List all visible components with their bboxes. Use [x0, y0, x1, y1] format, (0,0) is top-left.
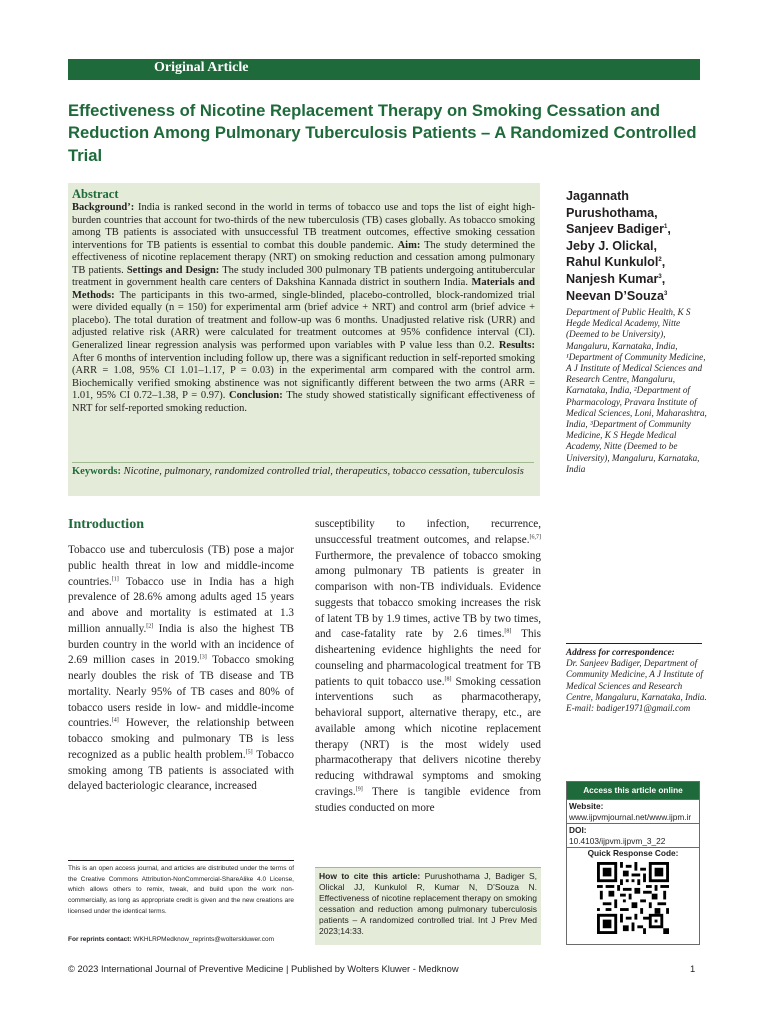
abstract-box [68, 183, 540, 496]
abstract-background: India is ranked second in the world in terms of tobacco use and tops the list of eight high-burden countries that account for two-thirds of the new tuberculosis (TB) cases globally. As tobacco smoking among TB patients is associated with unsuccessful TB treatment outcomes, effective smoking cessation interventions for TB patients is essential to combat this double pandemic. [72, 202, 535, 251]
abstract-settings-label: Settings and Design: [126, 264, 220, 276]
abstract-methods-label: Materials and Methods: [72, 277, 536, 301]
reprints-email[interactable]: WKHLRPMedknow_reprints@wolterskluwer.com [133, 936, 274, 943]
correspondence [566, 647, 708, 714]
access-heading: Access this article online [567, 782, 699, 799]
correspondence-address: Dr. Sanjeev Badiger, Department of Community Medicine, A J Institute of Medical Sciences and Research Centre, Mangaluru, Karnataka, India. [566, 658, 707, 702]
website-row [567, 799, 699, 823]
citation-text: Purushothama J, Badiger S, Olickal JJ, Kunkulol R, Kumar N, D’Souza N. Effectiveness of nicotine replacement therapy on smoking cessation and reduction among pulmonary tuberculosis patients – A randomized controlled trial. Int J Prev Med 2023;14:33. [319, 871, 538, 936]
author-name: Jeby J. Olickal, [566, 238, 658, 253]
abstract-background-label: Background’: [72, 202, 135, 213]
affiliations: Department of Public Health, K S Hegde Medical Academy, Nitte (Deemed to be University), Mangaluru, Karnataka, India, ¹Department of Community Medicine, A J Institute of Medical Sciences and Research Centre, Mangaluru, Karnataka, India, ²Department of Pharmacology, Pravara Institute of Medical Sciences, Loni, Maharashtra, India, ³Department of Community Medicine, K S Hegde Medical Academy, Nitte (Deemed to be University), Mangaluru, Karnataka, India [566, 307, 707, 474]
doi-row [567, 823, 699, 847]
doi-label: DOI: [569, 825, 587, 835]
website-link[interactable]: www.ijpvmjournal.net/www.ijpm.ir [569, 811, 692, 822]
abstract-settings: The study included 300 pulmonary TB patients undergoing antitubercular treatment in government health care centers of Dakshina Kannada district in southern India. [72, 264, 535, 289]
abstract-heading: Abstract [72, 187, 119, 201]
author-name: Sanjeev Badiger$^1$, [566, 222, 671, 237]
keywords-label: Keywords: [72, 466, 121, 477]
article-title: Effectiveness of Nicotine Replacement Therapy on Smoking Cessation and Reduction Among Pulmonary Tuberculosis Patients – A Randomized Controlled Trial [68, 101, 697, 165]
license-note: This is an open access journal, and articles are distributed under the terms of the Creative Commons Attribution-NonCommercial-ShareAlike 4.0 License, which allows others to remix, tweak, and build upon the work non-commercially, as long as appropriate credit is given and the new creations are licensed under the identical terms. [68, 865, 294, 915]
author-name: Neevan D’Souza$^3$ [566, 288, 668, 303]
keywords-text: Nicotine, pulmonary, randomized controlled trial, therapeutics, tobacco cessation, tuberculosis [123, 466, 524, 477]
page-footer: © 2023 International Journal of Preventive Medicine | Published by Wolters Kluwer - Medknow [68, 963, 459, 974]
qr-code-icon[interactable] [597, 862, 669, 934]
citation-label: How to cite this article: [319, 871, 421, 881]
abstract-conclusion: The study showed statistically significant effectiveness of NRT for self-reported smoking reduction. [72, 390, 536, 414]
divider [68, 860, 294, 861]
abstract-aim-label: Aim: [397, 239, 421, 251]
introduction-column-2: susceptibility to infection, recurrence, unsuccessful treatment outcomes, and relapse.[6,7] Furthermore, the prevalence of tobacco smoking among pulmonary TB patients is greater in comparison with non-TB individuals. Evidence suggests that tobacco smoking increases the risk of latent TB by 1.9 times, active TB by two times, and case-fatality rate by 2.6 times.[8] This disheartening evidence highlights the need for counseling and pharmacological treatment for TB patients to quit tobacco use.[8] Smoking cessation interventions such as pharmacotherapy, behavioral support, alternative therapy, etc., are available among which nicotine replacement therapy (NRT) is the most widely used pharmacotherapy that delivers nicotine thereby reducing withdrawal symptoms and smoking cravings.[9] There is tangible evidence from studies conducted on more [315, 518, 541, 814]
introduction-heading: Introduction [68, 517, 144, 532]
reprints-label: For reprints contact: [68, 936, 132, 943]
abstract-results-label: Results: [498, 340, 535, 352]
page-number: 1 [690, 963, 696, 974]
abstract-methods: The participants in this two-armed, single-blinded, placebo-controlled, block-randomized trial were divided equally (n = 150) for experimental arm (brief advice + NRT) and control arm (brief advice + placebo). The total duration of treatment and follow-up was 6 months. Unadjusted relative risk (URR) and adjusted relative risk (ARR) were calculated for treatment outcomes at 95% confidence interval (CI). Generalized linear regression analysis was performed upon variables with P value less than 0.2. [72, 289, 535, 352]
doi-link[interactable]: 10.4103/ijpvm.ijpvm_3_22 [569, 835, 666, 846]
citation-box [315, 867, 541, 945]
author-name: Nanjesh Kumar$^3$, [566, 271, 666, 286]
website-label: Website: [569, 801, 604, 811]
divider [566, 643, 702, 644]
abstract-results: After 6 months of intervention including follow up, there was a significant reduction in self-reported smoking (ARR = 1.08, 95% CI 1.01–1.17, P = 0.03) in the experimental arm compared with the control arm. Biochemically verified smoking abstinence was not significantly different between the two arms (ARR = 1.01, 95% CI 0.72–1.38, P = 0.97). [72, 352, 535, 402]
author-name: Rahul Kunkulol$^2$, [566, 255, 666, 270]
author-name: Jagannath Purushothama, [566, 189, 658, 220]
access-box [566, 781, 700, 945]
correspondence-label: Address for correspondence: [566, 647, 675, 657]
abstract-body [72, 202, 535, 415]
keywords [72, 462, 534, 479]
qr-label: Quick Response Code: [567, 847, 699, 859]
abstract-aim: The study determined the effectiveness of nicotine replacement therapy (NRT) on smoking reduction and cessation among pulmonary TB patients. [72, 239, 536, 276]
article-type-label: Original Article [154, 60, 249, 75]
article-type-banner [68, 59, 700, 80]
correspondence-email[interactable]: E-mail: badiger1971@gmail.com [566, 703, 691, 714]
reprints-contact [68, 936, 308, 943]
introduction-column-1: Tobacco use and tuberculosis (TB) pose a major public health threat in low and middle-income countries.[1] Tobacco use in India has a high prevalence of 28.6% among adults aged 15 years and above and mortality is estimated at 1.3 million annually.[2] India is also the highest TB burden country in the world with an incidence of 2.69 million cases in 2019.[3] Tobacco smoking nearly doubles the risk of TB disease and TB mortality. Nearly 95% of TB cases and 80% of tobacco users reside in low- and middle-income countries.[4] However, the relationship between tobacco smoking and pulmonary TB is less recognized as a public health problem.[5] Tobacco smoking among TB patients is associated with delayed bacteriologic clearance, increased [68, 544, 295, 793]
abstract-conclusion-label: Conclusion: [229, 390, 283, 402]
author-list [566, 188, 706, 304]
